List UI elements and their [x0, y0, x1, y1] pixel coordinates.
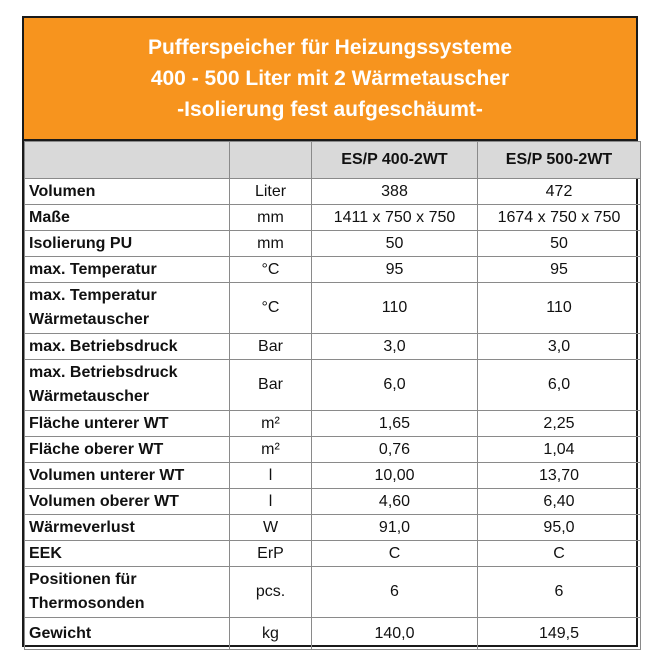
row-label: Positionen für Thermosonden: [25, 567, 230, 618]
title-line-3: -Isolierung fest aufgeschäumt-: [177, 98, 483, 121]
row-label: Fläche unterer WT: [25, 411, 230, 437]
row-label: Wärmeverlust: [25, 515, 230, 541]
row-value-500: 2,25: [478, 411, 641, 437]
row-unit: kg: [230, 618, 312, 650]
row-value-400: 0,76: [312, 437, 478, 463]
row-unit: Bar: [230, 334, 312, 360]
table-row: [25, 515, 641, 541]
row-value-500: 6: [478, 567, 641, 618]
row-value-400: 388: [312, 179, 478, 205]
title-line-2: 400 - 500 Liter mit 2 Wärmetauscher: [150, 67, 510, 90]
row-unit: °C: [230, 283, 312, 334]
row-value-500: 6,0: [478, 360, 641, 411]
row-value-400: 4,60: [312, 489, 478, 515]
table-row: [25, 618, 641, 650]
row-value-400: C: [312, 541, 478, 567]
row-value-500: 1674 x 750 x 750: [478, 205, 641, 231]
row-value-400: 50: [312, 231, 478, 257]
table-row: [25, 437, 641, 463]
table-row: [25, 231, 641, 257]
row-value-500: 6,40: [478, 489, 641, 515]
row-label: Volumen: [25, 179, 230, 205]
row-value-400: 10,00: [312, 463, 478, 489]
header-cell-model-500: ES/P 500-2WT: [478, 142, 641, 179]
row-label: max. Betriebsdruck: [25, 334, 230, 360]
row-label: Volumen oberer WT: [25, 489, 230, 515]
row-value-500: 472: [478, 179, 641, 205]
row-value-400: 3,0: [312, 334, 478, 360]
row-unit: ErP: [230, 541, 312, 567]
row-value-400: 6: [312, 567, 478, 618]
row-label: Maße: [25, 205, 230, 231]
table-row: [25, 334, 641, 360]
table-row: [25, 411, 641, 437]
row-label: Isolierung PU: [25, 231, 230, 257]
row-label: EEK: [25, 541, 230, 567]
row-value-500: C: [478, 541, 641, 567]
header-cell-model-400: ES/P 400-2WT: [312, 142, 478, 179]
row-value-400: 1411 x 750 x 750: [312, 205, 478, 231]
row-label: max. Betriebsdruck Wärmetauscher: [25, 360, 230, 411]
row-value-400: 95: [312, 257, 478, 283]
row-value-500: 50: [478, 231, 641, 257]
table-row: [25, 463, 641, 489]
title-banner: [24, 18, 636, 141]
row-unit: W: [230, 515, 312, 541]
row-value-400: 91,0: [312, 515, 478, 541]
row-value-500: 1,04: [478, 437, 641, 463]
table-row: [25, 541, 641, 567]
row-unit: °C: [230, 257, 312, 283]
row-value-500: 95: [478, 257, 641, 283]
row-label: max. Temperatur Wärmetauscher: [25, 283, 230, 334]
row-value-500: 95,0: [478, 515, 641, 541]
table-row: [25, 179, 641, 205]
row-label: Gewicht: [25, 618, 230, 650]
header-cell-label: [25, 142, 230, 179]
row-value-500: 110: [478, 283, 641, 334]
row-unit: m²: [230, 411, 312, 437]
table-row: [25, 205, 641, 231]
table-row: [25, 489, 641, 515]
row-value-400: 1,65: [312, 411, 478, 437]
row-unit: l: [230, 489, 312, 515]
row-unit: pcs.: [230, 567, 312, 618]
row-unit: Liter: [230, 179, 312, 205]
table-row: [25, 360, 641, 411]
table-header-row: [25, 142, 641, 179]
row-unit: l: [230, 463, 312, 489]
row-unit: m²: [230, 437, 312, 463]
row-value-400: 6,0: [312, 360, 478, 411]
row-value-500: 149,5: [478, 618, 641, 650]
spec-table: [24, 141, 641, 650]
header-cell-unit: [230, 142, 312, 179]
row-value-400: 110: [312, 283, 478, 334]
spec-sheet: [22, 16, 638, 647]
row-value-400: 140,0: [312, 618, 478, 650]
table-row: [25, 283, 641, 334]
title-line-1: Pufferspeicher für Heizungssysteme: [147, 36, 513, 59]
table-row: [25, 257, 641, 283]
row-label: Fläche oberer WT: [25, 437, 230, 463]
row-label: max. Temperatur: [25, 257, 230, 283]
row-value-500: 13,70: [478, 463, 641, 489]
table-row: [25, 567, 641, 618]
row-unit: Bar: [230, 360, 312, 411]
row-unit: mm: [230, 205, 312, 231]
row-value-500: 3,0: [478, 334, 641, 360]
row-label: Volumen unterer WT: [25, 463, 230, 489]
row-unit: mm: [230, 231, 312, 257]
